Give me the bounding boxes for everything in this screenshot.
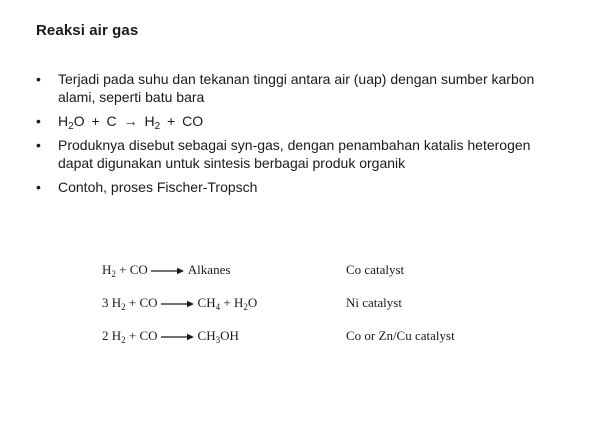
product-hydrogen: $H_2$ <box>144 113 161 132</box>
bullet-icon: • <box>36 137 41 153</box>
bullet-item <box>36 178 556 196</box>
bullet-text: Terjadi pada suhu dan tekanan tinggi antara air (uap) dengan sumber karbon alami, seperti batu bara <box>58 71 535 105</box>
bullet-text: Produknya disebut sebagai syn-gas, dengan penambahan katalis heterogen dapat digunakan untuk sintesis berbagai produk organik <box>58 137 531 171</box>
reaction-equation: 2 $H_2$ + CO $CH_3OH$ <box>102 328 239 345</box>
bullet-item <box>36 70 556 106</box>
catalyst-label: Co catalyst <box>346 262 405 277</box>
reaction-arrow-icon: → <box>123 113 138 129</box>
bullet-item-equation <box>36 112 556 130</box>
catalyst-label: Ni catalyst <box>346 295 402 310</box>
plus-sign: + <box>167 113 176 129</box>
reactant-water: $H_2O$ <box>58 113 85 132</box>
reactant-carbon: C <box>106 113 117 129</box>
bullet-list <box>36 70 556 202</box>
catalyst-label: Co or Zn/Cu catalyst <box>346 328 455 343</box>
bullet-icon: • <box>36 71 41 87</box>
bullet-icon: • <box>36 179 41 195</box>
product-co: CO <box>182 113 204 129</box>
long-arrow-icon <box>151 266 185 276</box>
long-arrow-icon <box>161 332 195 342</box>
long-arrow-icon <box>161 299 195 309</box>
water-gas-equation <box>58 113 204 132</box>
plus-sign: + <box>91 113 100 129</box>
slide-title: Reaksi air gas <box>36 22 139 39</box>
reaction-equation: $H_2$ + CO Alkanes <box>102 262 231 279</box>
reaction-equation: 3 $H_2$ + CO $CH_4 + H_2O$ <box>102 295 258 312</box>
bullet-text: Contoh, proses Fischer-Tropsch <box>58 179 258 195</box>
bullet-item <box>36 136 556 172</box>
bullet-icon: • <box>36 113 41 129</box>
